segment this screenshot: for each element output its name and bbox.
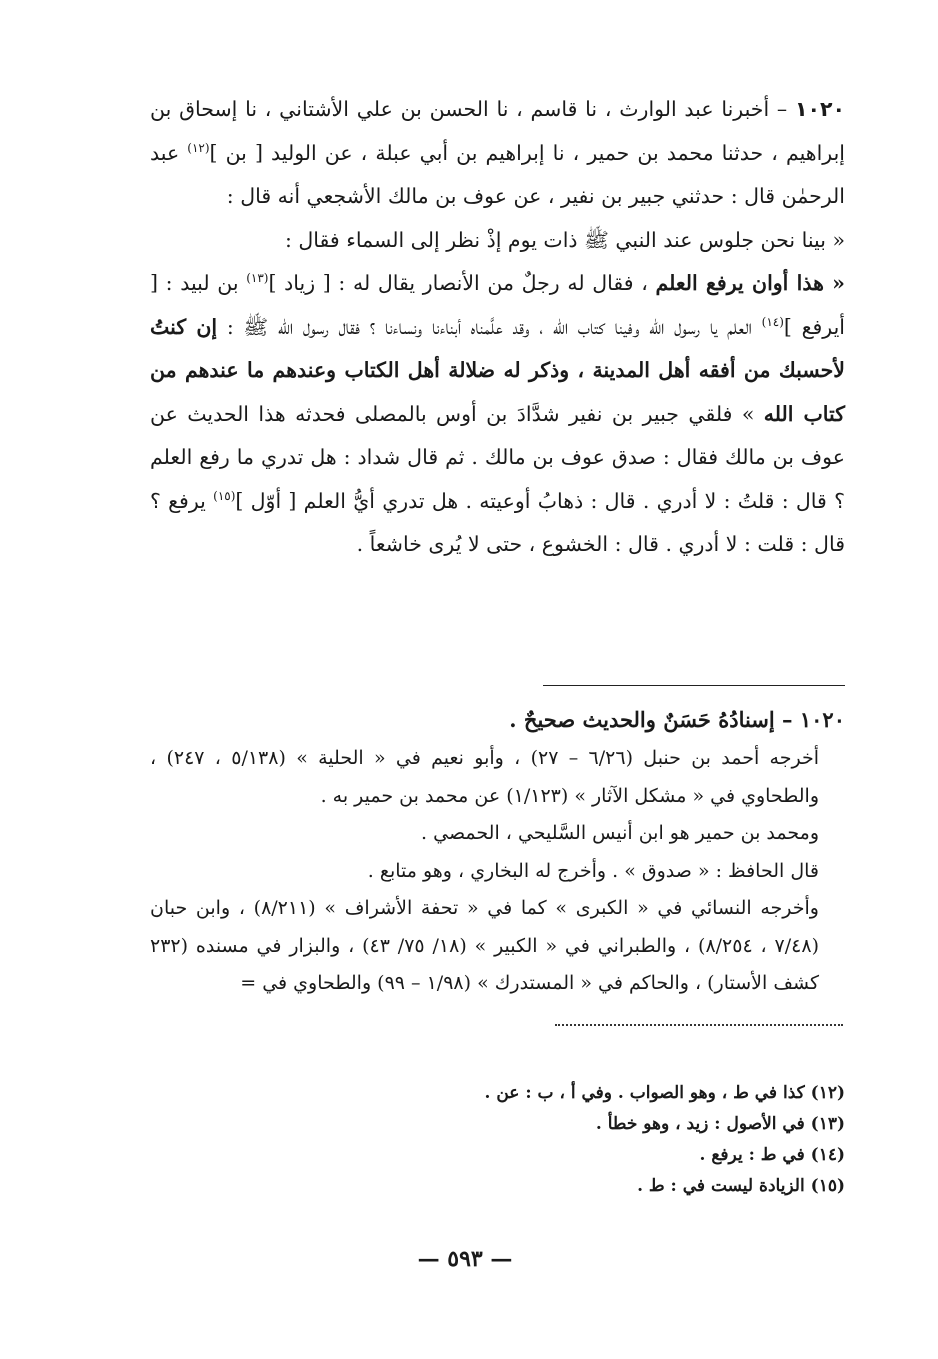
- footnote-15: [380, 1171, 845, 1202]
- footnote-number: (١٢): [810, 1083, 845, 1103]
- matn-bold-1: « هذا أوان يرفع العلم: [655, 271, 845, 295]
- section-divider: [543, 685, 845, 686]
- matn-bold-2: إن كنتُ لأحسبك من أفقه أهل المدينة ، وذكر له ضلالة أهل الكتاب وعندهم ما عندهم من كتاب الله: [150, 314, 845, 426]
- hadith-number: ١٠٢٠: [794, 97, 845, 121]
- takhrij-paragraph-1: أخرجه أحمد بن حنبل (٦/٢٦ – ٢٧) ، وأبو نعيم في « الحلية » (٥/١٣٨ ، ٢٤٧) ، والطحاوي في « مشكل الآثار » (١/١٢٣) عن محمد بن حمير به .: [150, 747, 819, 807]
- footnote-14: [380, 1140, 845, 1171]
- page-number: — ٥٩٣ —: [417, 1246, 513, 1272]
- footnote-text: الزيادة ليست في : ط .: [637, 1176, 805, 1196]
- matn-text-3: بن لبيد : [ أيرفع ]: [150, 271, 846, 339]
- footnote-number: (١٤): [810, 1145, 845, 1165]
- takhrij-paragraph-2: ومحمد بن حمير هو ابن أنيس السَّليحي ، الحمصي .: [421, 822, 819, 844]
- footnote-13: [380, 1109, 845, 1140]
- matn-text-5: » فلقي جبير بن نفير شدَّادَ بن أوس بالمصلى فحدثه هذا الحديث عن عوف بن مالك فقال : صدق عوف بن مالك . ثم قال شداد : هل تدري ما رفع العلم ؟ قال : قلتُ : لا أدري . قال : ذهابُ أوعيته . هل تدري أيُّ العلم [ أوّل ]: [150, 401, 845, 513]
- hadith-matn: [150, 262, 845, 567]
- footnote-text: كذا في ط ، وهو الصواب . وفي أ ، ب : عن .: [484, 1083, 805, 1103]
- footnote-12: [380, 1078, 845, 1109]
- footnote-number: (١٥): [810, 1176, 845, 1196]
- hadith-matn-intro: « بينا نحن جلوس عند النبي ﷺ ذات يوم إذْ نظر إلى السماء فقال :: [284, 227, 845, 252]
- footnote-text: في ط : يرفع .: [699, 1145, 805, 1165]
- matn-text-6: يرفع ؟ قال : قلت : لا أدري . قال : الخشوع ، حتى لا يُرى خاشعاً .: [150, 488, 845, 556]
- isnad-text-continued: عبد الرحمٰن قال : حدثني جبير بن نفير ، عن عوف بن مالك الأشجعي أنه قال :: [150, 140, 845, 208]
- footnote-text: في الأصول : زيد ، وهو خطأ .: [595, 1114, 805, 1134]
- takhrij-section: [150, 700, 845, 1003]
- footnote-separator: [555, 1024, 843, 1026]
- footnote-number: (١٣): [810, 1114, 845, 1134]
- hadith-isnad: [150, 88, 845, 219]
- footnotes: [380, 1078, 845, 1202]
- footnote-ref-15: (١٥): [213, 488, 236, 503]
- matn-text-2: ، فقال له رجلٌ من الأنصار يقال له : [ زياد ]: [268, 271, 656, 295]
- main-text: [150, 88, 845, 567]
- takhrij-paragraph-3: قال الحافظ : « صدوق » . وأخرج له البخاري ، وهو متابع .: [367, 859, 819, 882]
- isnad-text: – أخبرنا عبد الوارث ، نا قاسم ، نا الحسن بن علي الأشتاني ، نا إسحاق بن إبراهيم ، حدثنا محمد بن حمير ، نا إبراهيم بن أبي عبلة ، عن الوليد [ بن ]: [150, 97, 846, 165]
- footnote-ref-12: (١٢): [187, 140, 210, 155]
- takhrij-paragraph-4: وأخرجه النسائي في « الكبرى » كما في « تحفة الأشراف » (٨/٢١١) ، وابن حبان (٧/٤٨ ، ٨/٢٥٤) ، والطبراني في « الكبير » (١٨/ ٧٥/ ٤٣) ، والبزار في مسنده (٢٣٢ كشف الأستار) ، والحاكم في « المستدرك » (١/٩٨ – ٩٩) والطحاوي في =: [150, 897, 819, 994]
- footnote-ref-13: (١٣): [246, 271, 269, 286]
- takhrij-heading: ١٠٢٠ – إسنادُهُ حَسَنٌ والحديث صحيحٌ .: [509, 707, 845, 732]
- footnote-ref-14: (١٤): [761, 314, 784, 329]
- matn-text-4: العلم يا رسول الله وفينا كتاب الله ، وقد علَّمناه أبناءنا ونساءنا ؟ فقال رسول الله ﷺ :: [217, 314, 762, 339]
